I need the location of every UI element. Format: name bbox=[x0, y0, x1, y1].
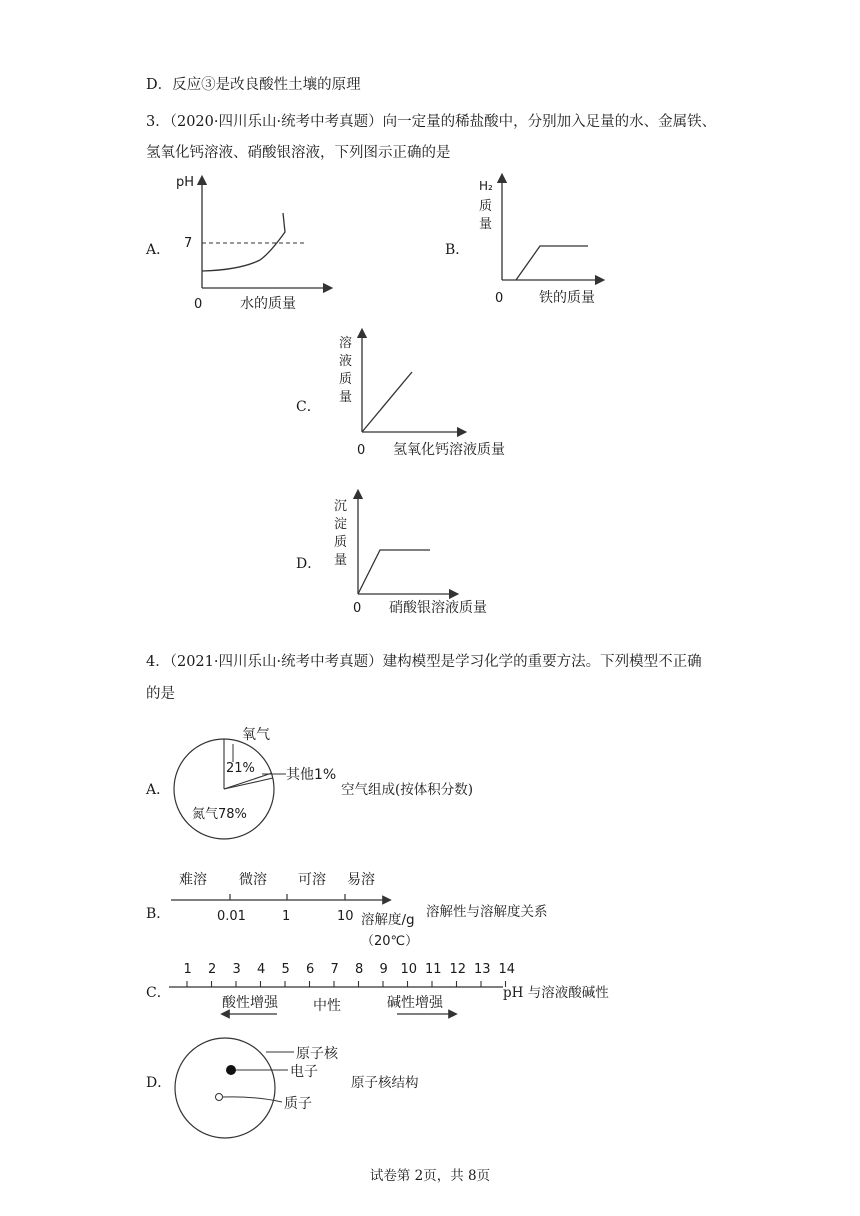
q4-option-c-label: C． bbox=[146, 985, 171, 1001]
ph-tick-label: 6 bbox=[306, 962, 315, 977]
x-axis-label: 水的质量 bbox=[240, 296, 296, 312]
category-slightly-soluble: 微溶 bbox=[239, 872, 267, 888]
label-neutral: 中性 bbox=[313, 998, 341, 1014]
q3-chart-c bbox=[330, 325, 530, 465]
q4-option-a-label: A． bbox=[146, 782, 171, 798]
ph-tick-label: 12 bbox=[449, 962, 467, 977]
y-axis-label-char: 淀 bbox=[334, 517, 348, 532]
ph-tick-label: 13 bbox=[474, 962, 491, 977]
y-axis-label-char: 质 bbox=[334, 535, 348, 550]
origin-label: 0 bbox=[353, 601, 362, 616]
y-axis-label-char: 溶 bbox=[339, 336, 353, 351]
ph-tick-label: 4 bbox=[257, 962, 266, 977]
origin-label: 0 bbox=[194, 297, 203, 312]
y-axis-label-char: 量 bbox=[334, 553, 348, 568]
label-acidity-increasing: 酸性增强 bbox=[222, 995, 278, 1011]
q3-option-a-label: A． bbox=[146, 242, 171, 258]
category-easily-soluble: 易溶 bbox=[347, 872, 375, 888]
ph-tick-labels bbox=[184, 962, 516, 987]
q4-option-a-caption: 空气组成(按体积分数) bbox=[341, 782, 474, 798]
x-axis-label: 铁的质量 bbox=[539, 290, 595, 306]
origin-label: 0 bbox=[495, 291, 504, 306]
origin-label: 0 bbox=[357, 443, 366, 458]
question-3-stem-line1: 3．（2020·四川乐山·统考中考真题）向一定量的稀盐酸中，分别加入足量的水、金属铁、 bbox=[146, 114, 717, 130]
ph-tick-label: 5 bbox=[281, 962, 290, 977]
q4-solubility-axis bbox=[165, 862, 425, 952]
previous-question-option-d: D．反应③是改良酸性土壤的原理 bbox=[146, 77, 361, 93]
q3-option-b-label: B． bbox=[445, 242, 470, 258]
label-basicity-increasing: 碱性增强 bbox=[387, 995, 443, 1011]
q4-option-d-label: D． bbox=[146, 1075, 172, 1091]
q4-ph-scale bbox=[165, 955, 516, 1025]
q4-option-d-caption: 原子核结构 bbox=[351, 1075, 419, 1091]
q4-air-composition-pie bbox=[170, 718, 370, 843]
q4-atom-model bbox=[170, 1030, 370, 1155]
atom-outer-circle bbox=[175, 1038, 275, 1138]
ph-tick-label: 2 bbox=[208, 962, 217, 977]
y-axis-label-char: 量 bbox=[339, 390, 353, 405]
q3-chart-a bbox=[170, 170, 350, 320]
tick-label: 10 bbox=[337, 909, 354, 924]
x-axis-label: 氢氧化钙溶液质量 bbox=[393, 442, 505, 458]
proton-dot bbox=[216, 1094, 223, 1101]
q3-option-d-label: D． bbox=[296, 556, 322, 572]
electron-dot bbox=[226, 1065, 236, 1075]
label-proton: 质子 bbox=[284, 1096, 312, 1112]
pie-label-oxygen: 氧气 bbox=[242, 727, 270, 743]
y-axis-label-char: 质 bbox=[479, 199, 493, 214]
question-3-stem-line2: 氢氧化钙溶液、硝酸银溶液，下列图示正确的是 bbox=[146, 145, 451, 161]
y-axis-label-h2: H₂ bbox=[479, 179, 493, 193]
ph-tick-label: 1 bbox=[183, 962, 192, 977]
y-axis-label: pH bbox=[176, 175, 195, 190]
axis-label-temperature: （20℃） bbox=[361, 934, 419, 949]
tick-label: 1 bbox=[282, 909, 291, 924]
y-axis-label-char: 质 bbox=[339, 372, 353, 387]
ph-curve bbox=[202, 213, 285, 271]
q3-option-c-label: C． bbox=[296, 399, 321, 415]
q4-option-c-caption: pH 与溶液酸碱性 bbox=[503, 985, 609, 1001]
tick-label: 0.01 bbox=[217, 909, 246, 924]
page-footer: 试卷第 2页，共 8页 bbox=[369, 1168, 491, 1184]
x-axis-label: 硝酸银溶液质量 bbox=[389, 600, 487, 616]
precipitate-mass-line bbox=[358, 550, 430, 594]
y-axis-label-char: 量 bbox=[479, 217, 493, 232]
label-electron: 电子 bbox=[290, 1064, 318, 1080]
q3-chart-d bbox=[330, 488, 530, 623]
q4-option-b-label: B． bbox=[146, 906, 171, 922]
h2-mass-line bbox=[516, 246, 588, 280]
ph-tick-label: 10 bbox=[400, 962, 418, 977]
pie-label-other: 其他1% bbox=[286, 767, 337, 783]
ph-tick-label: 11 bbox=[425, 962, 442, 977]
category-insoluble: 难溶 bbox=[179, 872, 207, 888]
y-axis-label-char: 液 bbox=[339, 354, 353, 369]
ph-tick-label: 9 bbox=[379, 962, 388, 977]
question-4-stem-line2: 的是 bbox=[146, 686, 175, 702]
label-nucleus: 原子核 bbox=[296, 1046, 338, 1062]
pie-label-nitrogen: 氮气78% bbox=[192, 807, 247, 822]
q3-chart-b bbox=[470, 170, 620, 315]
axis-label-solubility: 溶解度/g bbox=[361, 912, 415, 928]
pie-label-oxygen-percent: 21% bbox=[226, 761, 255, 776]
question-4-stem-line1: 4．（2021·四川乐山·统考中考真题）建构模型是学习化学的重要方法。下列模型不正确 bbox=[146, 654, 702, 670]
ph-tick-label: 7 bbox=[330, 962, 339, 977]
ph-tick-label: 3 bbox=[232, 962, 241, 977]
reference-tick-label: 7 bbox=[184, 236, 193, 251]
solution-mass-line bbox=[362, 372, 412, 432]
pie-slice-boundary-other-nitrogen bbox=[224, 778, 273, 789]
y-axis-label-char: 沉 bbox=[334, 499, 348, 514]
ph-tick-label: 14 bbox=[498, 962, 516, 977]
category-soluble: 可溶 bbox=[298, 872, 326, 888]
ph-tick-label: 8 bbox=[355, 962, 364, 977]
q4-option-b-caption: 溶解性与溶解度关系 bbox=[426, 904, 548, 920]
